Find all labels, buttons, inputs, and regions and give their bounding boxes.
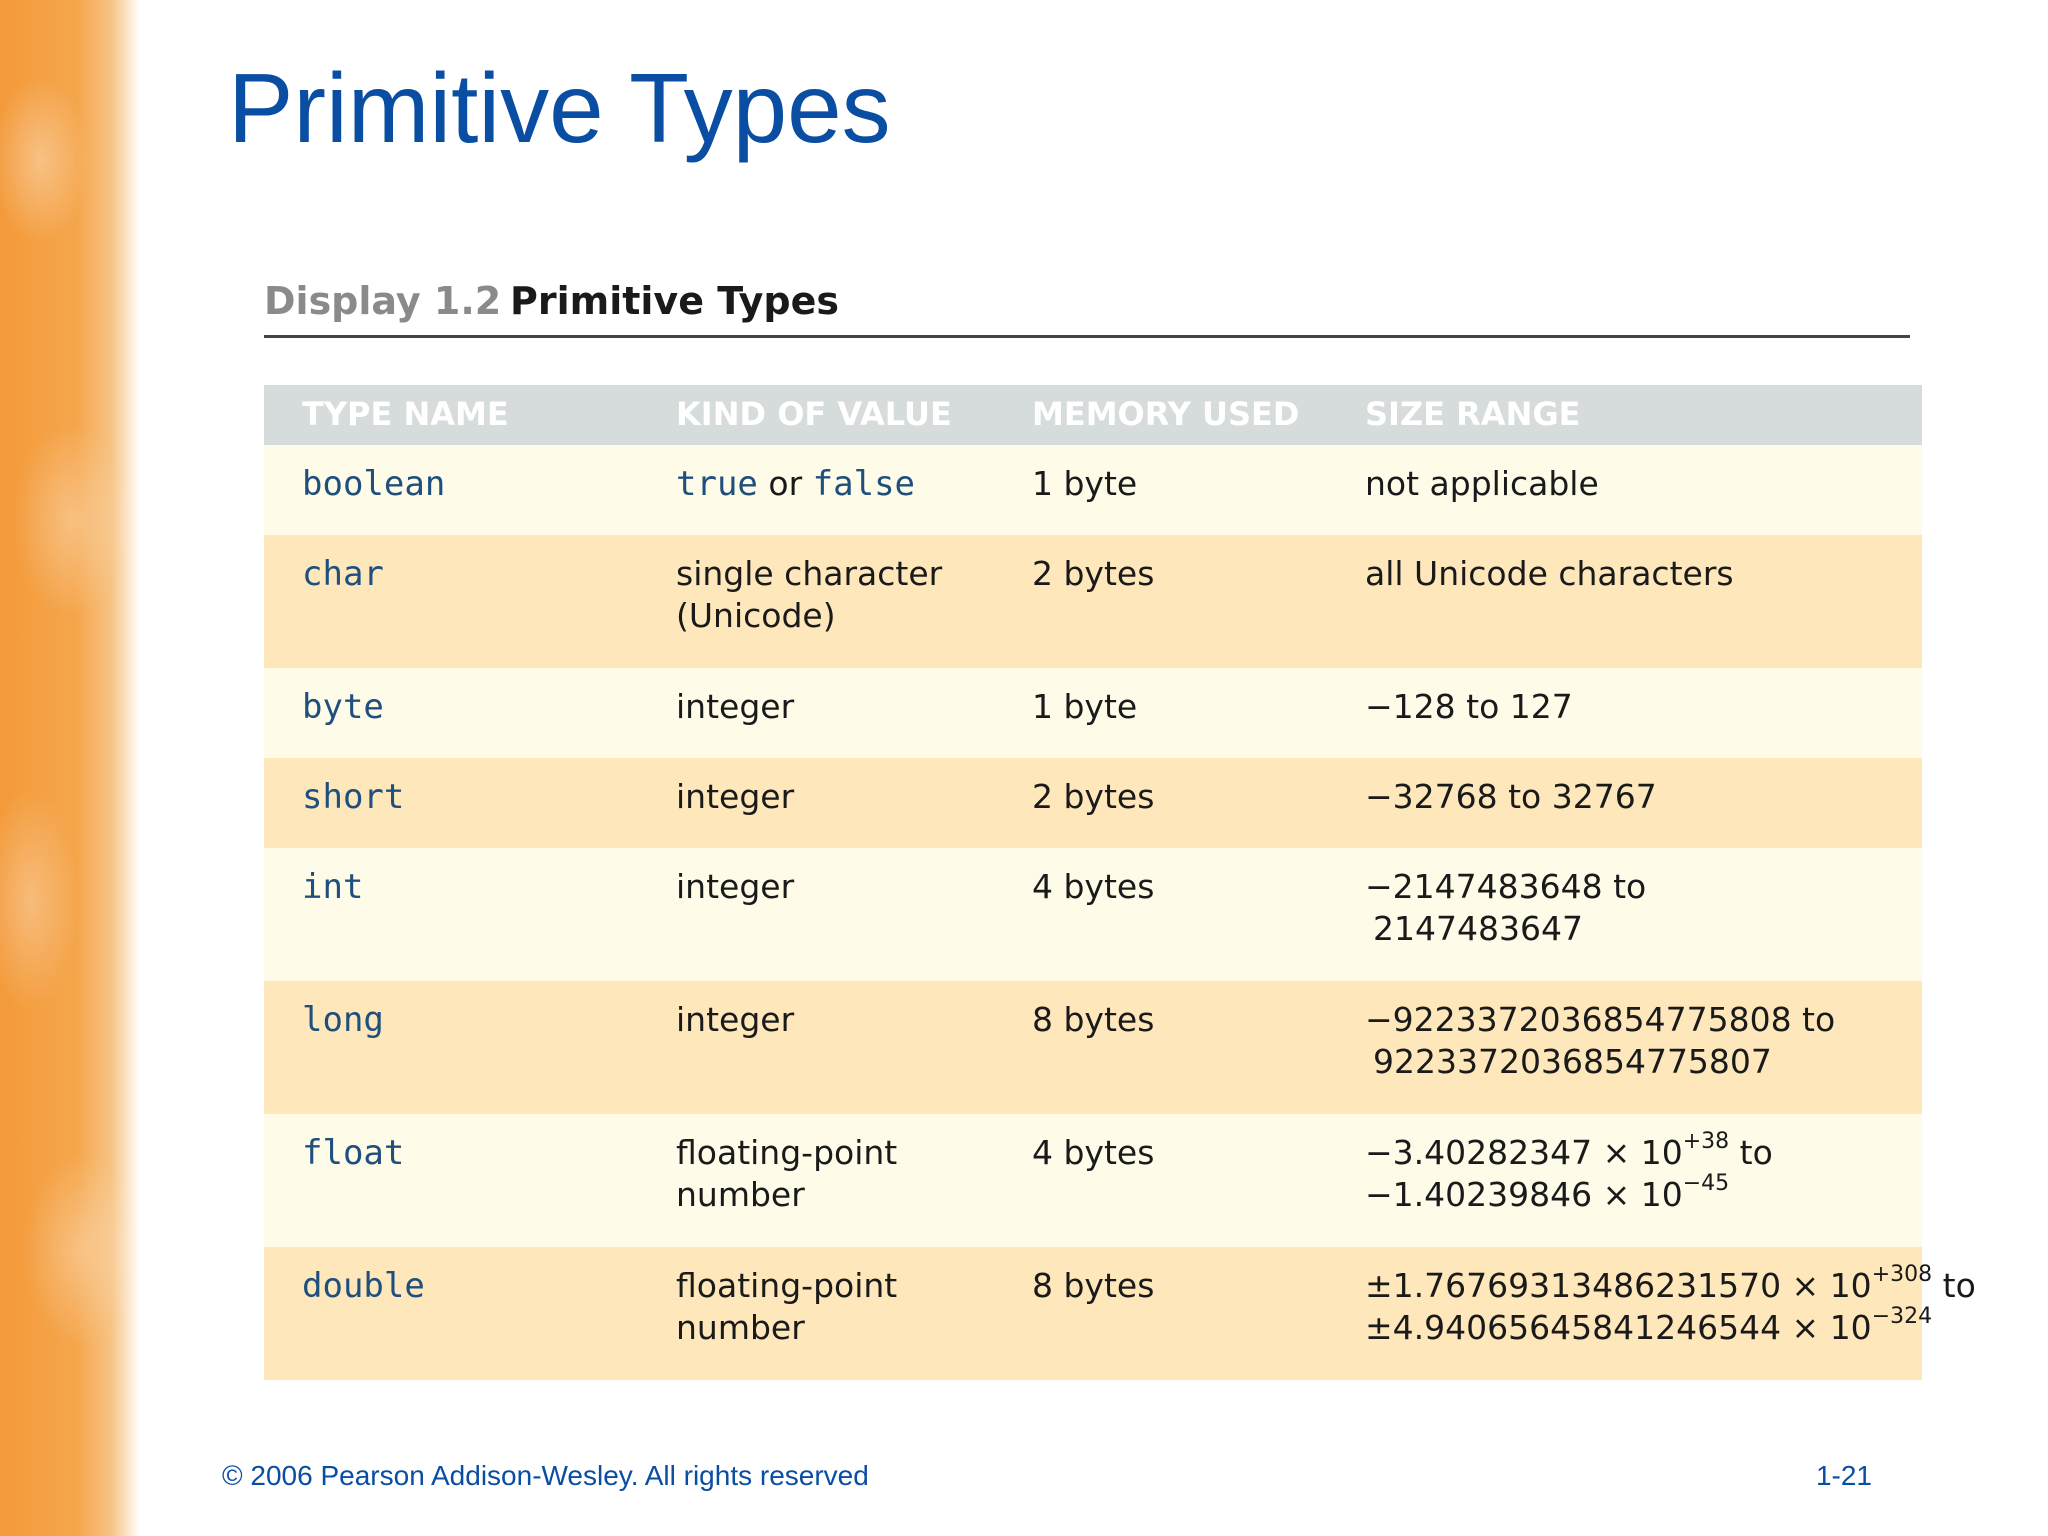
memory-used-cell: 1 byte	[1032, 464, 1138, 503]
table-row-long	[264, 981, 1922, 1114]
size-range-cell	[1365, 1262, 1976, 1349]
type-name-cell: byte	[302, 687, 384, 727]
primitive-types-table	[264, 385, 1976, 1380]
size-range-cell	[1365, 866, 1646, 950]
range-exponent: +308	[1871, 1262, 1933, 1287]
range-base: ±4.94065645841246544 × 10	[1365, 1308, 1872, 1347]
table-row-int	[264, 848, 1922, 981]
display-label: Display 1.2	[264, 279, 502, 323]
type-name-cell: long	[302, 1000, 384, 1040]
range-line-1: −9223372036854775808 to	[1365, 1000, 1836, 1039]
range-exponent: +38	[1682, 1129, 1730, 1154]
range-line-1	[1365, 1262, 1976, 1307]
range-line-2: 2147483647	[1373, 909, 1583, 948]
decorative-side-band	[0, 0, 140, 1536]
kind-of-value-cell	[676, 1265, 897, 1349]
kind-of-value-cell: integer	[676, 777, 795, 816]
memory-used-cell: 1 byte	[1032, 687, 1138, 726]
range-line-1	[1365, 1129, 1773, 1174]
kind-of-value-cell: integer	[676, 1000, 795, 1039]
type-name-cell: int	[302, 867, 364, 907]
memory-used-cell: 8 bytes	[1032, 1000, 1155, 1039]
copyright-notice: © 2006 Pearson Addison-Wesley. All rights reserved	[222, 1460, 869, 1491]
header-memory-used: MEMORY USED	[1032, 395, 1300, 433]
range-base: −3.40282347 × 10	[1365, 1133, 1683, 1172]
kind-line-2: number	[676, 1308, 805, 1347]
range-line-2	[1365, 1304, 1976, 1349]
table-row-char	[264, 535, 1922, 668]
memory-used-cell: 4 bytes	[1032, 867, 1155, 906]
size-range-cell	[1365, 999, 1835, 1083]
display-heading	[264, 275, 1910, 338]
kind-line-2: (Unicode)	[676, 596, 836, 635]
type-name-cell: boolean	[302, 464, 446, 504]
header-type-name: TYPE NAME	[302, 395, 509, 433]
size-range-cell: all Unicode characters	[1365, 554, 1734, 593]
range-to: to	[1942, 1266, 1976, 1305]
kind-line-2: number	[676, 1175, 805, 1214]
type-name-cell: float	[302, 1133, 405, 1173]
range-exponent: −324	[1871, 1304, 1933, 1329]
header-kind-of-value: KIND OF VALUE	[676, 395, 952, 433]
memory-used-cell: 4 bytes	[1032, 1133, 1155, 1172]
kind-true-literal: true	[676, 464, 758, 504]
display-title: Primitive Types	[510, 279, 839, 323]
kind-of-value-cell: integer	[676, 867, 795, 906]
size-range-cell: not applicable	[1365, 464, 1599, 503]
type-name-cell: double	[302, 1266, 425, 1306]
kind-of-value-cell	[676, 463, 915, 505]
table-row-double	[264, 1247, 1976, 1380]
size-range-cell: −32768 to 32767	[1365, 777, 1657, 816]
table-header-row	[264, 385, 1922, 445]
table-row-short	[264, 758, 1922, 848]
kind-or-text: or	[768, 464, 803, 503]
kind-of-value-cell	[676, 553, 942, 637]
range-exponent: −45	[1682, 1171, 1730, 1196]
memory-used-cell: 2 bytes	[1032, 554, 1155, 593]
size-range-cell	[1365, 1129, 1773, 1216]
type-name-cell: char	[302, 554, 384, 594]
size-range-cell: −128 to 127	[1365, 687, 1573, 726]
range-line-2	[1365, 1171, 1773, 1216]
table-row-byte	[264, 668, 1922, 758]
range-base: −1.40239846 × 10	[1365, 1175, 1683, 1214]
kind-line-1: floating-point	[676, 1133, 898, 1172]
kind-line-1: single character	[676, 554, 943, 593]
kind-of-value-cell	[676, 1132, 897, 1216]
range-base: ±1.76769313486231570 × 10	[1365, 1266, 1872, 1305]
page-number: 1-21	[1815, 1460, 1872, 1491]
range-line-2: 9223372036854775807	[1373, 1042, 1772, 1081]
table-row-float	[264, 1114, 1922, 1247]
slide-title: Primitive Types	[228, 53, 891, 163]
kind-of-value-cell: integer	[676, 687, 795, 726]
table-row-boolean	[264, 445, 1922, 535]
memory-used-cell: 2 bytes	[1032, 777, 1155, 816]
kind-line-1: floating-point	[676, 1266, 898, 1305]
range-to: to	[1739, 1133, 1773, 1172]
header-size-range: SIZE RANGE	[1365, 395, 1581, 433]
kind-false-literal: false	[812, 464, 916, 504]
type-name-cell: short	[302, 777, 405, 817]
memory-used-cell: 8 bytes	[1032, 1266, 1155, 1305]
range-line-1: −2147483648 to	[1365, 867, 1647, 906]
